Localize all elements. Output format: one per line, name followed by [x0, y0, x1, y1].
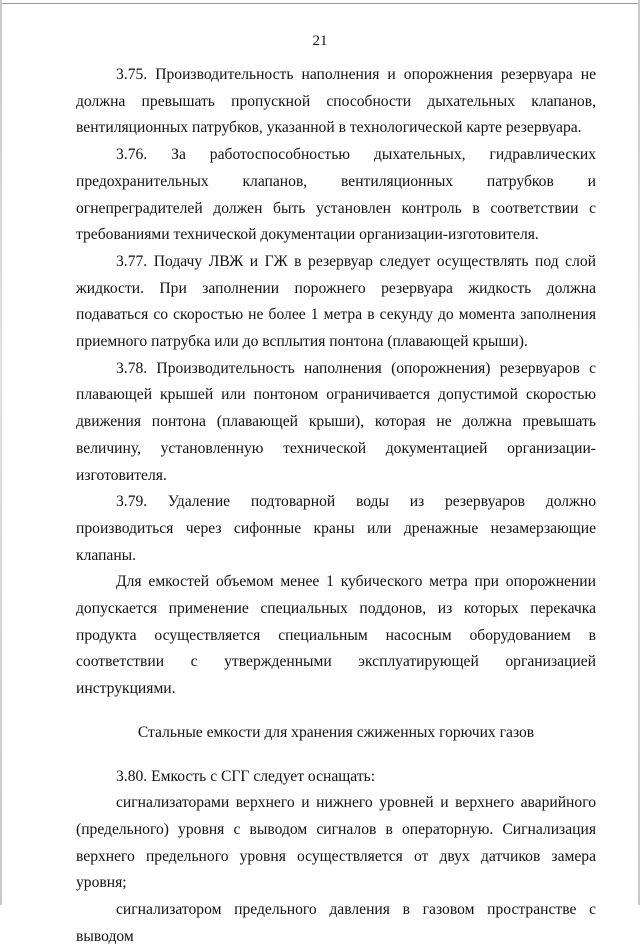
paragraph-level-alarms: сигнализаторами верхнего и нижнего уровней и верхнего аварийного (предельного) уровня с выводом сигналов в операторную. Сигнализация верхнего предельного уровня осуществляется от двух датчиков замера уровня;: [76, 794, 596, 892]
document-body: [76, 62, 596, 951]
section-heading: Стальные емкости для хранения сжиженных горючих газов: [137, 723, 535, 741]
paragraph-3-75: 3.75. Производительность наполнения и опорожнения резервуара не должна превышать пропускной способности дыхательных клапанов, вентиляционных патрубков, указанной в технологической карте резервуара.: [76, 66, 596, 137]
paragraph-3-76: 3.76. За работоспособностью дыхательных, гидравлических предохранительных клапанов, вентиляционных патрубков и огнепреградителей должен быть установлен контроль в соответствии с требованиями технической документации организации-изготовителя.: [76, 146, 596, 244]
left-scan-edge: [0, 0, 2, 905]
page-number: 21: [312, 33, 328, 49]
paragraph-3-77: 3.77. Подачу ЛВЖ и ГЖ в резервуар следует осуществлять под слой жидкости. При заполнении порожнего резервуара жидкость должна подаваться со скоростью не более 1 метра в секунду до момента заполнения приемного патрубка или до всплытия понтона (плавающей крыши).: [76, 252, 596, 351]
paragraph-3-80: 3.80. Емкость с СГГ следует оснащать:: [116, 767, 376, 785]
paragraph-3-78: 3.78. Производительность наполнения (опорожнения) резервуаров с плавающей крышей или понтоном ограничивается допустимой скоростью движения понтона (плавающей крыши), которая не должна превышать величину, установленную технической документацией организации-изготовителя.: [76, 359, 596, 484]
paragraph-pressure-alarm: сигнализатором предельного давления в газовом пространстве с выводом: [76, 901, 596, 945]
top-edge-line: [0, 3, 640, 4]
paragraph-3-79: 3.79. Удаление подтоварной воды из резервуаров должно производиться через сифонные краны или дренажные незамерзающие клапаны.: [76, 493, 596, 564]
paragraph-small-tanks: Для емкостей объемом менее 1 кубического метра при опорожнении допускается применение специальных поддонов, из которых перекачка продукта осуществляется специальным насосным оборудованием в соответствии с утвержденными эксплуатирующей организацией инструкциями.: [76, 573, 596, 698]
